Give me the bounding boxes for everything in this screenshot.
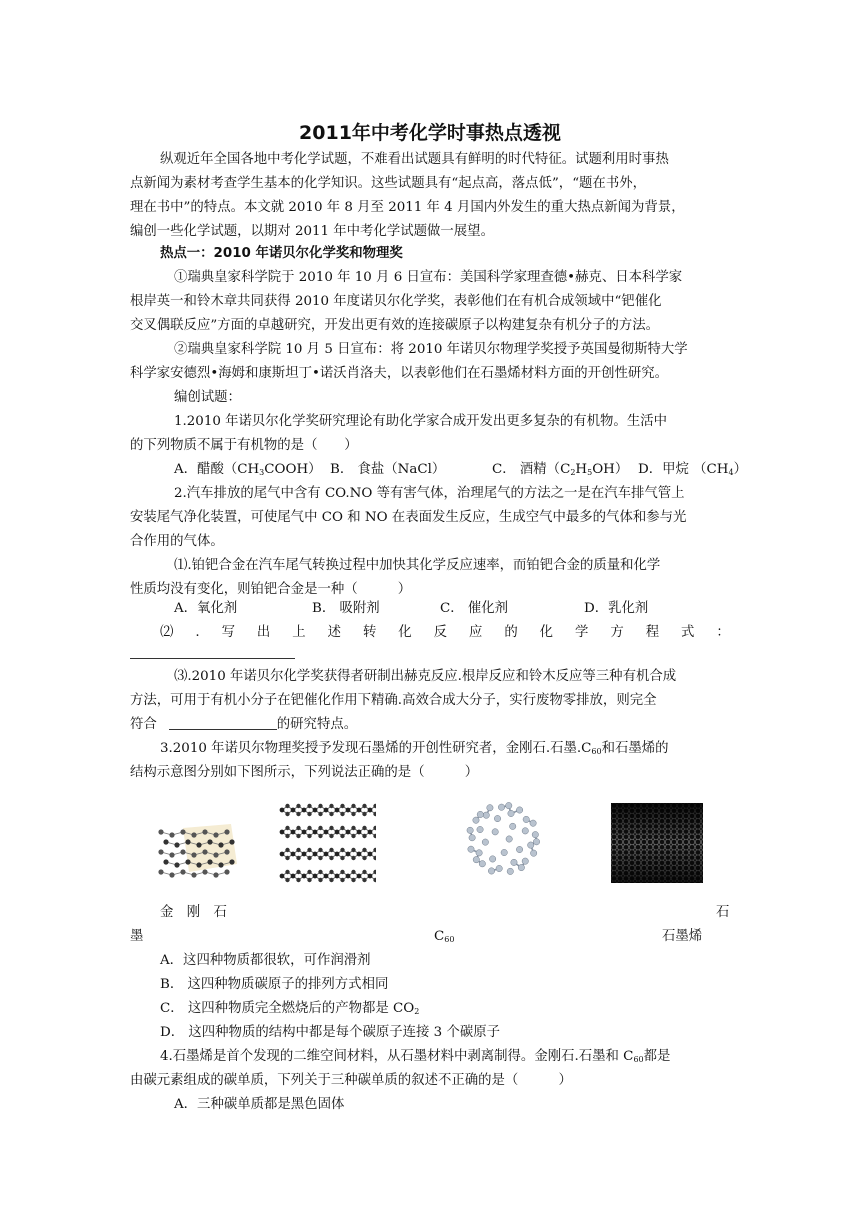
sub-question: ⑶.2010 年诺贝尔化学奖获得者研制出赫克反应.根岸反应和铃木反应等三种有机合成 bbox=[174, 669, 677, 684]
question-stem: 安装尾气净化装置，可使尾气中 CO 和 NO 在表面发生反应，生成空气中最多的气体和参与光 bbox=[130, 510, 687, 525]
news-line: ①瑞典皇家科学院于 2010 年 10 月 6 日宣布：美国科学家理查德•赫克、日本科学家 bbox=[174, 270, 683, 285]
sub-question: 方法，可用于有机小分子在钯催化作用下精确.高效合成大分子，实行废物零排放，则完全 bbox=[130, 693, 657, 708]
sub-question: 符合 的研究特点。 bbox=[130, 717, 358, 732]
sub-question: ⑴.铂钯合金在汽车尾气转换过程中加快其化学反应速率，而铂钯合金的质量和化学 bbox=[174, 558, 661, 573]
news-line: 科学家安德烈•海姆和康斯坦丁•诺沃肖洛夫，以表彰他们在石墨烯材料方面的开创性研究。 bbox=[130, 366, 669, 381]
question-stem: 的下列物质不属于有机物的是（ ） bbox=[130, 438, 358, 453]
answer-blank bbox=[169, 715, 277, 730]
page-title: 2011年中考化学时事热点透视 bbox=[299, 122, 561, 144]
graphite-structure-image bbox=[276, 800, 376, 888]
q1-option-b: B． 食盐（NaCl） bbox=[330, 462, 446, 477]
caption-c60: $C_{60}$ bbox=[434, 929, 455, 944]
q2-option-d: D．乳化剂 bbox=[584, 601, 649, 616]
q3-option-c: C． 这四种物质完全燃烧后的产物都是 $CO_2$ bbox=[160, 1001, 420, 1016]
q2-option-c: C． 催化剂 bbox=[440, 601, 509, 616]
q1-option-c: C． 酒精$(C_2H_5OH)$ bbox=[492, 462, 629, 477]
diamond-structure-image bbox=[153, 820, 245, 882]
section-label: 编创试题： bbox=[174, 390, 241, 405]
question-stem: 合作用的气体。 bbox=[130, 534, 224, 549]
question-stem: 2.汽车排放的尾气中含有 CO.NO 等有害气体，治理尾气的方法之一是在汽车排气管上 bbox=[174, 486, 685, 501]
sub-question: 性质均没有变化，则铂钯合金是一种（ ） bbox=[130, 582, 412, 597]
q2-option-b: B． 吸附剂 bbox=[312, 601, 380, 616]
q4-option-a: A．三种碳单质都是黑色固体 bbox=[174, 1097, 345, 1112]
caption-graphite-b: 墨 bbox=[130, 929, 144, 944]
news-line: 根岸英一和铃木章共同获得 2010 年度诺贝尔化学奖，表彰他们在有机合成领域中“钯催化 bbox=[130, 294, 662, 309]
c60-structure-image bbox=[464, 796, 542, 882]
sub-question-2: ⑵ . 写 出 上 述 转 化 反 应 的 化 学 方 程 式 ： bbox=[160, 625, 730, 640]
intro-line: 纵观近年全国各地中考化学试题，不难看出试题具有鲜明的时代特征。试题利用时事热 bbox=[160, 152, 669, 167]
question-stem: 由碳元素组成的碳单质，下列关于三种碳单质的叙述不正确的是（ ） bbox=[130, 1073, 572, 1088]
intro-line: 点新闻为素材考查学生基本的化学知识。这些试题具有“起点高，落点低”，“题在书外， bbox=[130, 176, 646, 191]
intro-line: 编创一些化学试题，以期对 2011 年中考化学试题做一展望。 bbox=[130, 224, 494, 239]
question-stem: 3.2010 年诺贝尔物理奖授予发现石墨烯的开创性研究者，金刚石.石墨$.C_{60}$和石墨烯的 bbox=[160, 741, 669, 756]
q3-option-a: A．这四种物质都很软，可作润滑剂 bbox=[160, 953, 371, 968]
q1-option-a: A．醋酸$(CH_3COOH)$ bbox=[174, 462, 322, 477]
q1-option-d: D．甲烷 $(CH_4)$ bbox=[638, 462, 747, 477]
caption-graphene: 石墨烯 bbox=[662, 929, 703, 944]
question-stem: 结构示意图分别如下图所示，下列说法正确的是（ ） bbox=[130, 765, 479, 780]
hotspot-heading: 热点一：2010 年诺贝尔化学奖和物理奖 bbox=[160, 246, 403, 261]
question-stem: 4.石墨烯是首个发现的二维空间材料，从石墨材料中剥离制得。金刚石.石墨和 $C_{60}$都是 bbox=[160, 1049, 671, 1064]
q2-option-a: A．氧化剂 bbox=[174, 601, 238, 616]
caption-graphite-a: 石 bbox=[716, 905, 730, 920]
question-stem: 1.2010 年诺贝尔化学奖研究理论有助化学家合成开发出更多复杂的有机物。生活中 bbox=[174, 414, 667, 429]
intro-line: 理在书中”的特点。本文就 2010 年 8 月至 2011 年 4 月国内外发生的重大热点新闻为背景， bbox=[130, 200, 685, 215]
caption-diamond: 金 刚 石 bbox=[160, 905, 227, 920]
q3-option-b: B． 这四种物质碳原子的排列方式相同 bbox=[160, 977, 389, 992]
news-line: ②瑞典皇家科学院 10 月 5 日宣布：将 2010 年诺贝尔物理学奖授予英国曼彻斯特大学 bbox=[174, 342, 688, 357]
graphene-structure-image bbox=[611, 803, 703, 883]
news-line: 交叉偶联反应”方面的卓越研究，开发出更有效的连接碳原子以构建复杂有机分子的方法。 bbox=[130, 318, 660, 333]
answer-blank-line bbox=[130, 658, 295, 659]
q3-option-d: D． 这四种物质的结构中都是每个碳原子连接 3 个碳原子 bbox=[160, 1025, 501, 1040]
